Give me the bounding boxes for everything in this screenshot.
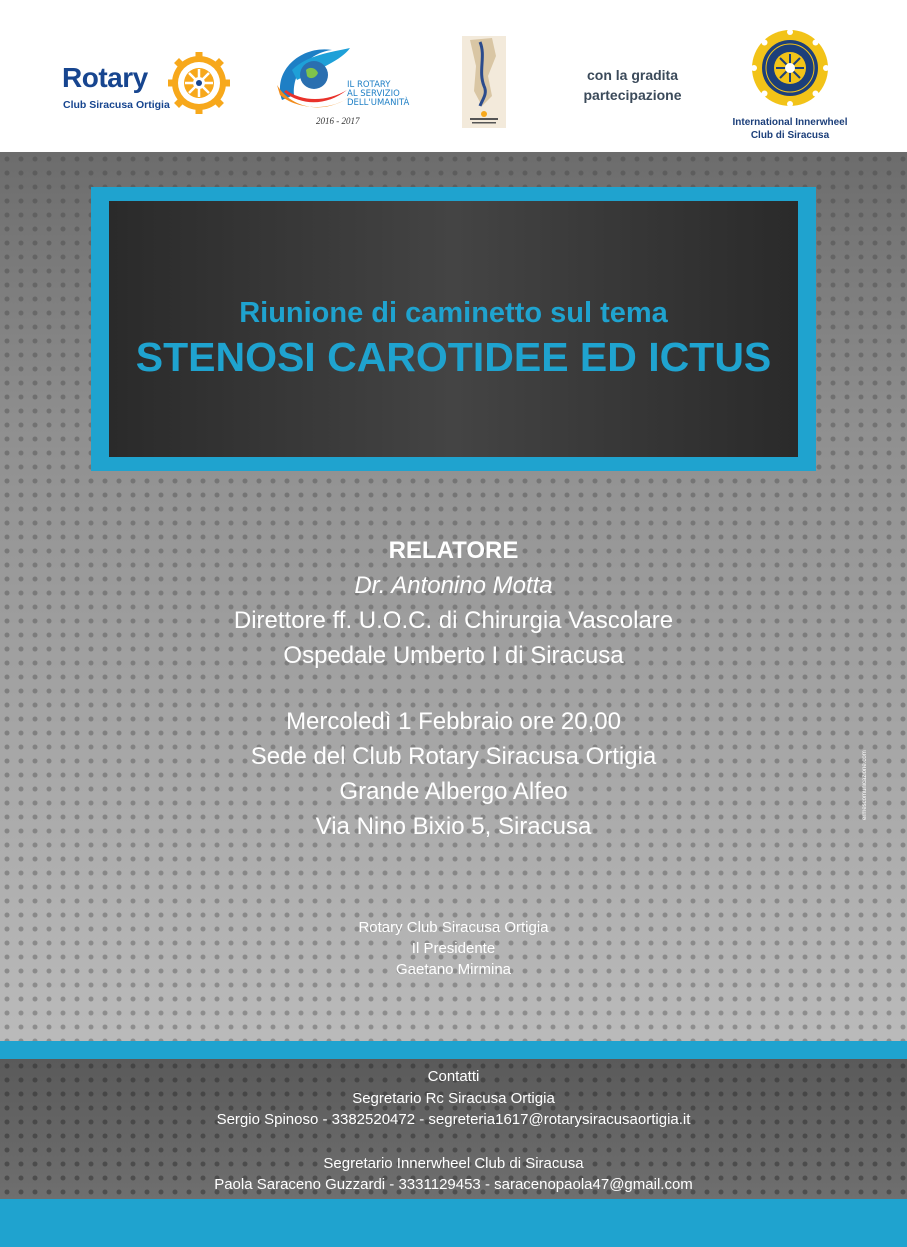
rotary-logo-subtitle: Club Siracusa Ortigia	[63, 99, 170, 111]
rotary-secretary-label: Segretario Rc Siracusa Ortigia	[352, 1089, 555, 1107]
event-date: Mercoledì 1 Febbraio ore 20,00	[286, 708, 621, 735]
signature-block	[200, 917, 707, 980]
event-block	[100, 704, 807, 844]
participation-line: con la gradita	[586, 67, 679, 83]
rotary-logo-word: Rotary	[62, 62, 148, 93]
signature-name: Gaetano Mirmina	[395, 961, 512, 978]
title-subheading: Riunione di caminetto sul tema	[239, 297, 668, 329]
speaker-block	[100, 533, 807, 673]
speaker-name: Dr. Antonino Motta	[354, 572, 553, 599]
theme-line: IL ROTARY	[347, 80, 391, 90]
innerwheel-line: Club di Siracusa	[750, 130, 830, 141]
rotary-theme-logo	[272, 40, 420, 130]
innerwheel-emblem-icon	[750, 28, 830, 108]
contacts-text	[100, 1066, 807, 1196]
iw-secretary-details: Paola Saraceno Guzzardi - 3331129453 - saracenopaola47@gmail.com	[214, 1176, 693, 1193]
accent-band-top	[0, 1041, 907, 1059]
theme-slogan	[347, 81, 409, 108]
iw-secretary-label: Segretario Innerwheel Club di Siracusa	[323, 1154, 584, 1172]
signature-title: Il Presidente	[411, 940, 496, 957]
event-address: Via Nino Bixio 5, Siracusa	[315, 813, 592, 840]
theme-line: AL SERVIZIO	[347, 89, 400, 99]
designer-credit: ermescomunicazione.com	[862, 750, 868, 820]
speaker-label: RELATORE	[388, 537, 519, 564]
event-venue: Sede del Club Rotary Siracusa Ortigia	[250, 743, 657, 770]
title-heading: STENOSI CAROTIDEE ED ICTUS	[135, 334, 772, 380]
header	[0, 0, 907, 152]
title-frame	[91, 187, 816, 471]
title-panel	[109, 201, 798, 457]
event-hotel: Grande Albergo Alfeo	[339, 778, 568, 805]
signature-club: Rotary Club Siracusa Ortigia	[358, 919, 549, 936]
innerwheel-name	[725, 116, 855, 142]
spacer	[100, 1131, 807, 1153]
innerwheel-line: International Innerwheel	[732, 117, 848, 128]
rotary-wheel-icon	[168, 52, 230, 114]
theme-year: 2016 - 2017	[316, 116, 360, 126]
participation-line: partecipazione	[583, 87, 682, 103]
contacts-section	[0, 1059, 907, 1199]
contacts-heading: Contatti	[427, 1068, 480, 1085]
siracusa-map-logo	[462, 36, 506, 128]
theme-line: DELL'UMANITÀ	[347, 98, 410, 108]
accent-band-bottom	[0, 1199, 907, 1247]
speaker-role: Direttore ff. U.O.C. di Chirurgia Vascolare	[233, 607, 674, 634]
innerwheel-logo	[725, 28, 855, 141]
speaker-hospital: Ospedale Umberto I di Siracusa	[283, 642, 624, 669]
participation-text	[560, 65, 705, 105]
rotary-logo	[62, 52, 237, 114]
rotary-secretary-details: Sergio Spinoso - 3382520472 - segreteria1617@rotarysiracusaortigia.it	[216, 1111, 691, 1128]
